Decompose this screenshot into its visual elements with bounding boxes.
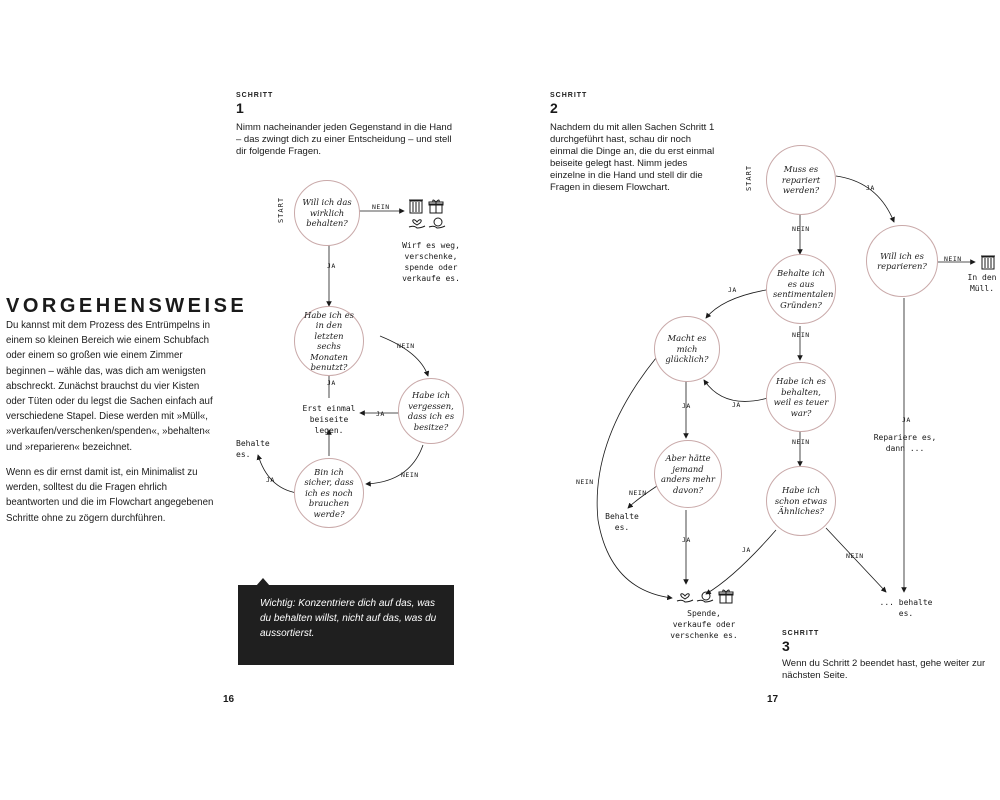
question-text: Will ich es reparieren? (877, 250, 927, 271)
question-text: Will ich das wirklich behalten? (302, 197, 352, 229)
step-text: Nimm nacheinander jeden Gegenstand in die Hand – das zwingt dich zu einer Entscheidung – und stell dir folgende Fragen. (236, 122, 452, 157)
question-text: Habe ich vergessen, dass ich es besitze? (407, 390, 455, 432)
nein-label: NEIN (372, 203, 390, 211)
nein-label: NEIN (401, 471, 419, 479)
step-number: 2 (550, 100, 558, 116)
ja-label: JA (266, 476, 275, 484)
ja-label: JA (682, 402, 691, 410)
result-trash: In den Müll. (967, 273, 997, 293)
question-node (766, 466, 836, 536)
nein-label: NEIN (576, 478, 594, 486)
note-text: Wichtig: Konzentriere dich auf das, was du behalten willst, nicht auf das, was du aussortierst. (260, 598, 437, 639)
result-donate: Spende, verkaufe oder verschenke es. (670, 609, 738, 640)
step-label: SCHRITT (236, 92, 274, 99)
step-text: Nachdem du mit allen Sachen Schritt 1 durchgeführt hast, schau dir noch einmal die Dinge an, die du erst einmal beiseite gelegt hast. Nimm jedes einzelne in die Hand und stell dir die Fragen in diesem Flowchart. (550, 122, 715, 193)
page-number: 16 (223, 694, 235, 705)
heart-hand-icon (676, 590, 694, 609)
intro-title: VORGEHENSWEISE (6, 295, 248, 317)
start-label: START (277, 196, 286, 224)
nein-label: NEIN (629, 489, 647, 497)
ja-label: JA (902, 416, 911, 424)
nein-label: NEIN (792, 438, 810, 446)
nein-label: NEIN (846, 552, 864, 560)
step-number: 1 (236, 100, 244, 116)
ja-label: JA (376, 410, 385, 418)
intro-paragraph-2: Wenn es dir ernst damit ist, ein Minimalist zu werden, solltest du die Fragen ehrlich beantworten und die im Flowchart angegebenen Schritte ohne zu zögern durchführen. (6, 467, 214, 524)
question-text: Macht es mich glücklich? (665, 333, 709, 365)
ja-label: JA (728, 286, 737, 294)
intro-paragraph-1: Du kannst mit dem Prozess des Entrümpelns in einem so kleinen Bereich wie einem Schubfach oder einem so großen wie einem Zimmer beginnen – wähle das, was dich am wenigsten abschreckt. Zunächst brauchst du vier Kisten oder Tüten oder du legst die Sachen einfach auf verschiedene Stapel. Diese werden mit »Müll«, »verkaufen/verschenken/spenden«, »behalten« und »reparieren« bezeichnet. (6, 320, 213, 453)
nein-label: NEIN (944, 255, 962, 263)
question-text: Muss es repariert werden? (781, 164, 821, 196)
ja-label: JA (742, 546, 751, 554)
start-label: START (745, 164, 754, 192)
question-text: Habe ich schon etwas Ähnliches? (774, 485, 828, 517)
ja-label: JA (682, 536, 691, 544)
ja-label: JA (732, 401, 741, 409)
ja-label: JA (866, 184, 875, 192)
question-text: Habe ich es behalten, weil es teuer war? (773, 376, 829, 418)
question-node (654, 316, 720, 382)
question-node (766, 145, 836, 215)
question-node (766, 254, 836, 324)
step-label: SCHRITT (782, 630, 820, 637)
page-number: 17 (767, 694, 779, 705)
step-label: SCHRITT (550, 92, 588, 99)
question-text: Bin ich sicher, dass ich es noch brauchen werde? (304, 466, 354, 519)
result-discard: Wirf es weg, verschenke, spende oder verkaufe es. (402, 241, 460, 283)
nein-label: NEIN (792, 225, 810, 233)
nein-label: NEIN (397, 342, 415, 350)
result-keep: Behalte es. (605, 512, 639, 532)
question-node (766, 362, 836, 432)
question-text: Aber hätte jemand anders mehr davon? (661, 453, 715, 495)
nein-label: NEIN (792, 331, 810, 339)
ja-label: JA (327, 262, 336, 270)
gift-icon (718, 588, 734, 609)
step-number: 3 (782, 638, 790, 654)
question-text: Behalte ich es aus sentimentalen Gründen? (773, 268, 834, 310)
money-icon (696, 590, 714, 609)
question-node (654, 440, 722, 508)
result-keep-2: ... behalte es. (879, 598, 933, 618)
result-repair: Repariere es, dann ... (873, 433, 937, 453)
result-keep: Behalte es. (236, 439, 270, 459)
result-aside: Erst einmal beiseite legen. (302, 404, 356, 435)
ja-label: JA (327, 379, 336, 387)
step-text: Wenn du Schritt 2 beendet hast, gehe weiter zur nächsten Seite. (782, 658, 986, 681)
question-text: Habe ich es in den letzten sechs Monaten benutzt? (304, 309, 354, 372)
question-node (866, 225, 938, 297)
